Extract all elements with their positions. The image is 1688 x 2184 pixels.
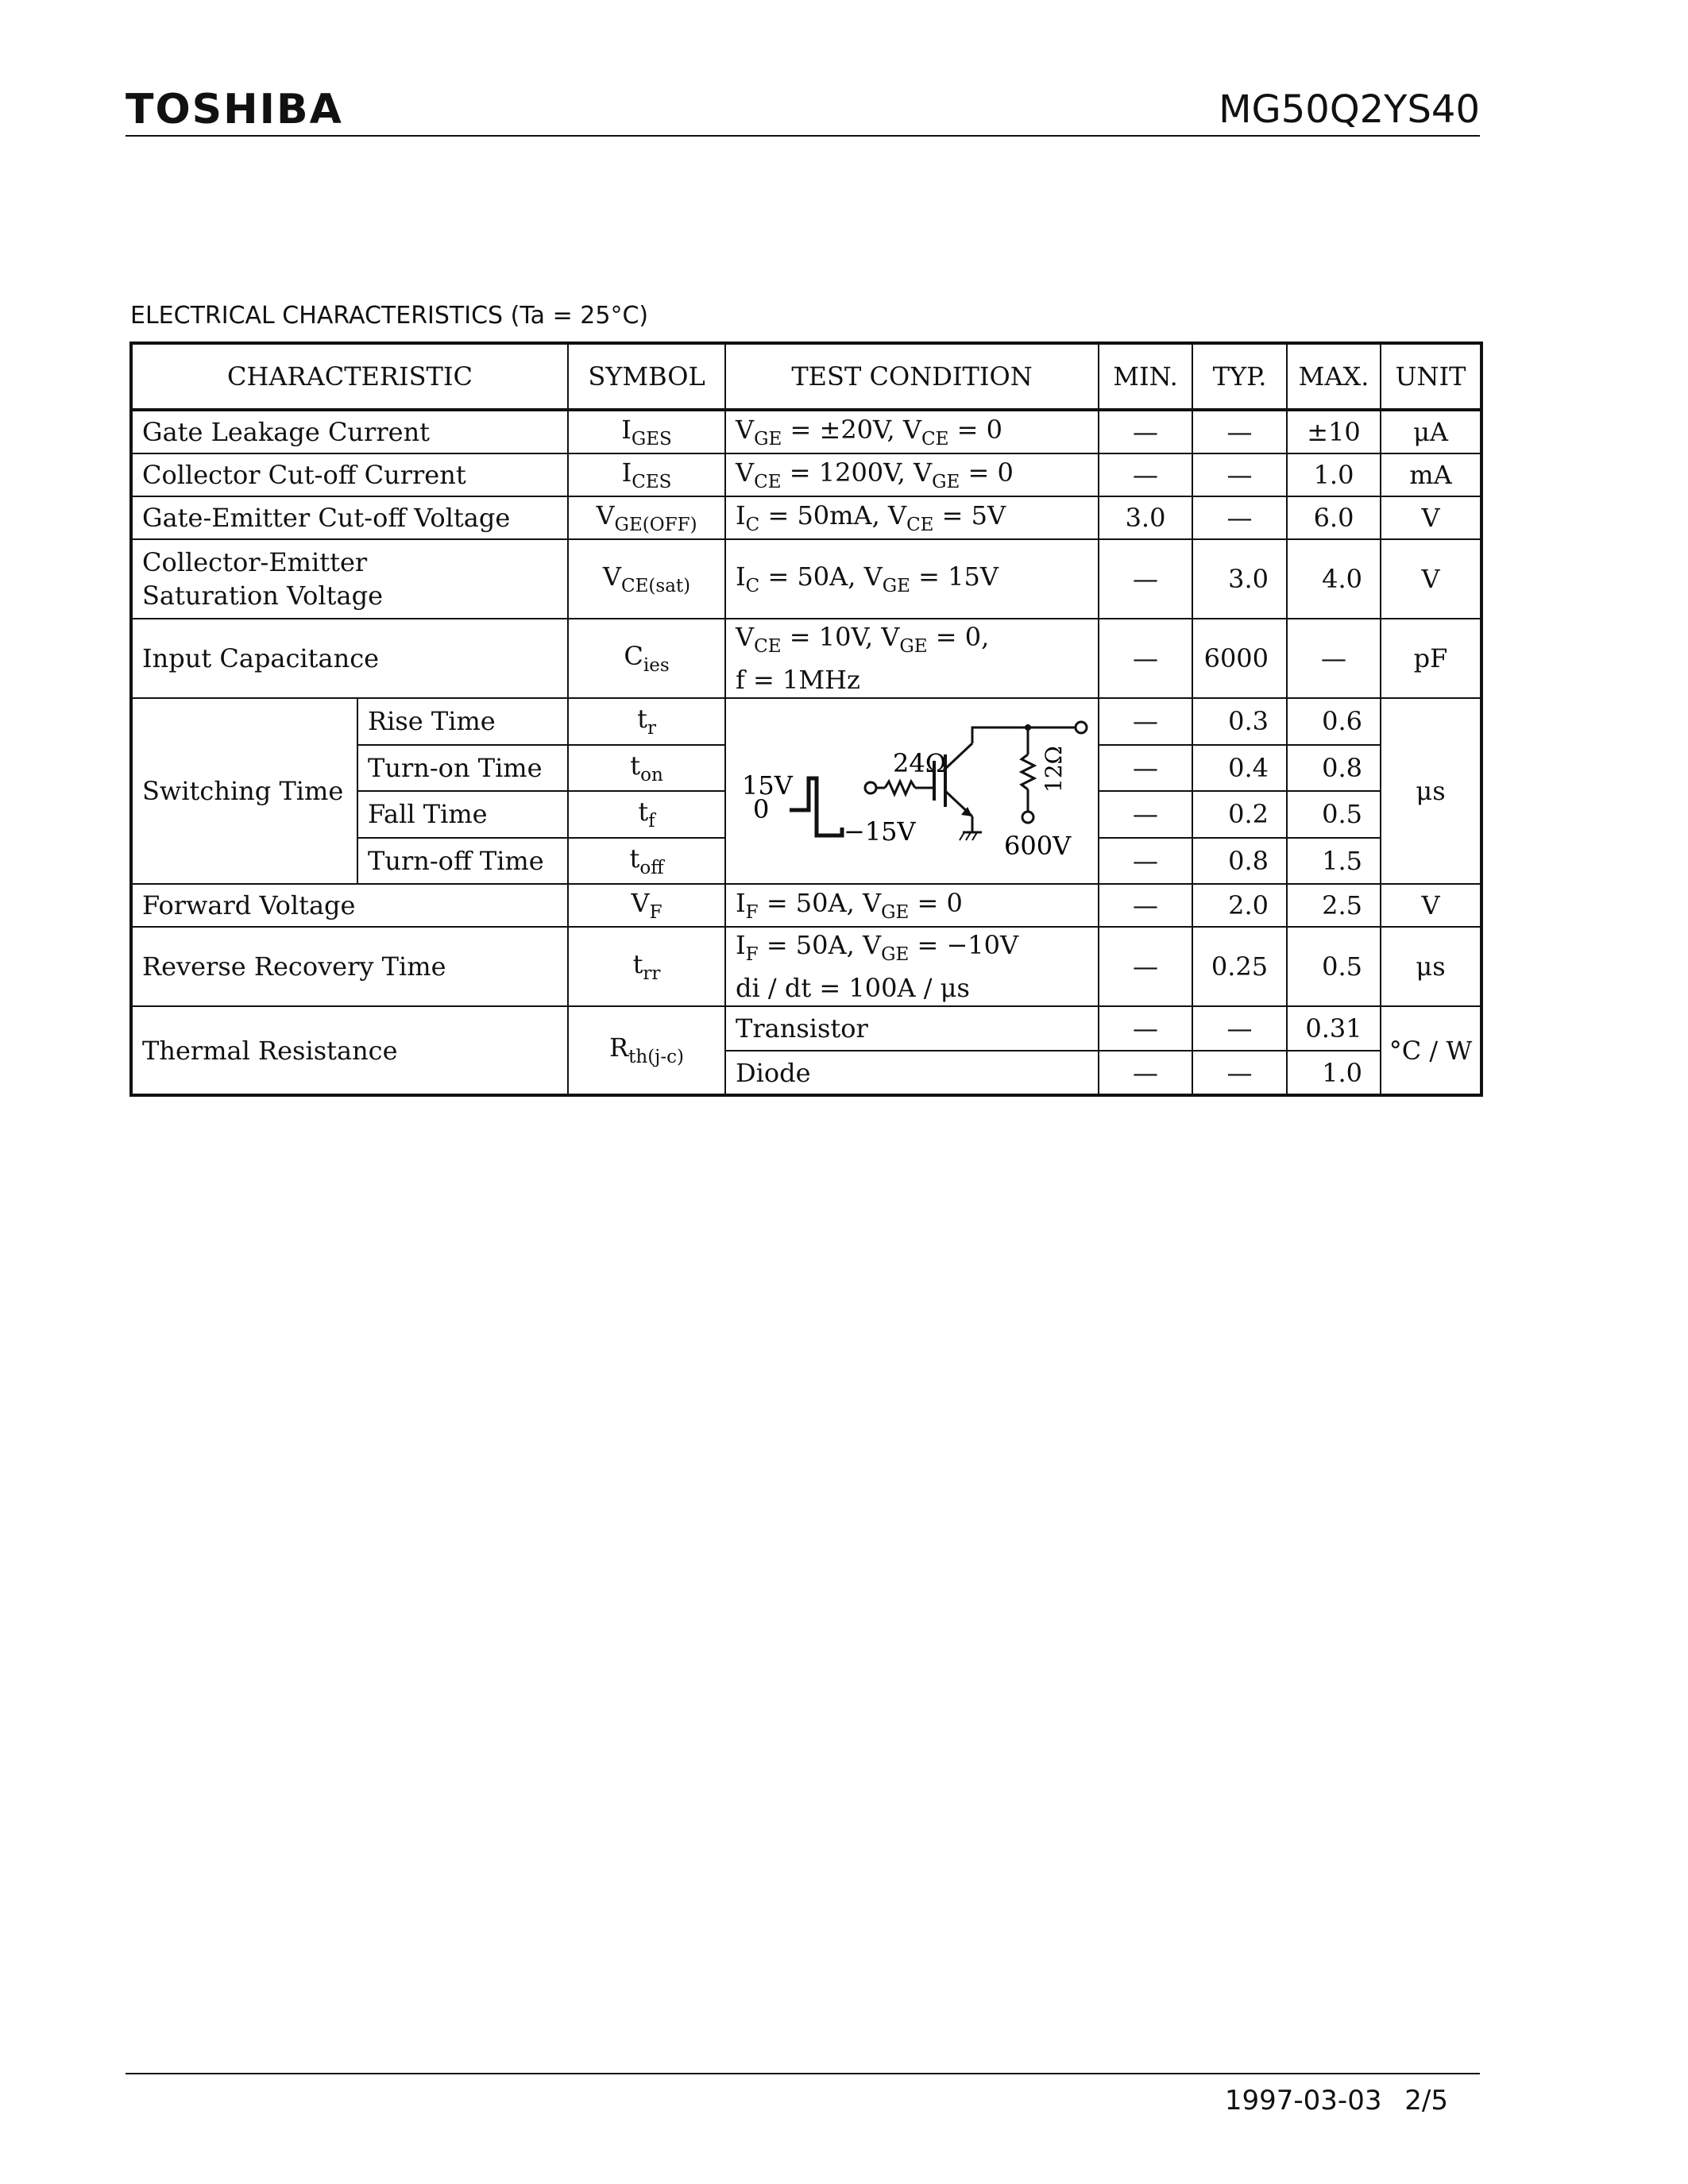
characteristic-cell: Reverse Recovery Time	[131, 927, 568, 1006]
col-unit: UNIT	[1381, 343, 1481, 410]
pulse-low-label: −15V	[844, 816, 916, 847]
sub-characteristic-cell: Turn-off Time	[357, 838, 568, 885]
typ-cell: 0.4	[1192, 745, 1287, 792]
characteristic-cell: Input Capacitance	[131, 619, 568, 698]
gate-pulse-waveform	[790, 778, 842, 835]
gate-resistor-label: 24Ω	[893, 748, 947, 778]
min-cell: —	[1099, 698, 1192, 745]
table-row	[131, 539, 1481, 619]
characteristic-cell: Thermal Resistance	[131, 1006, 568, 1095]
characteristic-cell: Gate-Emitter Cut-off Voltage	[131, 496, 568, 539]
unit-cell: μs	[1381, 927, 1481, 1006]
condition-cell: $I_C = 50A$, $V_{GE} = 15V$	[725, 539, 1099, 619]
max-cell: —	[1287, 619, 1381, 698]
switching-test-circuit-diagram	[726, 699, 1099, 877]
table-row	[131, 1006, 1481, 1051]
max-cell: 1.0	[1287, 1051, 1381, 1095]
symbol-cell: $I_{GES}$	[568, 410, 725, 453]
col-typ: TYP.	[1192, 343, 1287, 410]
sub-characteristic-cell: Turn-on Time	[357, 745, 568, 792]
unit-cell: pF	[1381, 619, 1481, 698]
min-cell: —	[1099, 410, 1192, 453]
switching-test-circuit	[725, 698, 1099, 884]
footer	[1225, 2085, 1448, 2116]
min-cell: —	[1099, 838, 1192, 885]
load-resistor-icon	[1022, 754, 1034, 789]
symbol-cell: $C_{ies}$	[568, 619, 725, 698]
min-cell: —	[1099, 745, 1192, 792]
symbol-cell: $t_{off}$	[568, 838, 725, 885]
max-cell: ±10	[1287, 410, 1381, 453]
table-row	[131, 884, 1481, 927]
unit-cell: V	[1381, 884, 1481, 927]
sub-characteristic-cell: Fall Time	[357, 791, 568, 838]
max-cell: 4.0	[1287, 539, 1381, 619]
max-cell: 0.31	[1287, 1006, 1381, 1051]
max-cell: 0.6	[1287, 698, 1381, 745]
part-number: MG50Q2YS40	[1219, 87, 1480, 132]
typ-cell: —	[1192, 1006, 1287, 1051]
symbol-cell: $V_F$	[568, 884, 725, 927]
typ-cell: 3.0	[1192, 539, 1287, 619]
condition-cell: $V_{GE} = \pm 20V$, $V_{CE} = 0$	[725, 410, 1099, 453]
max-cell: 0.5	[1287, 791, 1381, 838]
gate-terminal-icon	[865, 782, 876, 793]
table-row	[131, 927, 1481, 1006]
typ-cell: 0.3	[1192, 698, 1287, 745]
table-row	[131, 453, 1481, 496]
unit-cell: μA	[1381, 410, 1481, 453]
min-cell: —	[1099, 619, 1192, 698]
typ-cell: 0.2	[1192, 791, 1287, 838]
typ-cell: 0.8	[1192, 838, 1287, 885]
page-number: 2/5	[1404, 2085, 1448, 2116]
max-cell: 2.5	[1287, 884, 1381, 927]
unit-cell: mA	[1381, 453, 1481, 496]
table-row	[131, 619, 1481, 698]
table-row	[131, 496, 1481, 539]
col-symbol: SYMBOL	[568, 343, 725, 410]
min-cell: —	[1099, 1006, 1192, 1051]
condition-cell: Transistor	[725, 1006, 1099, 1051]
load-resistor-label: 12Ω	[1041, 746, 1068, 793]
electrical-characteristics-table	[129, 341, 1483, 1097]
symbol-cell: $t_{on}$	[568, 745, 725, 792]
typ-cell: 2.0	[1192, 884, 1287, 927]
typ-cell: —	[1192, 453, 1287, 496]
condition-cell: $I_F = 50A$, $V_{GE} = -10V$ di / dt = 100A / μs	[725, 927, 1099, 1006]
condition-cell: $V_{CE} = 1200V$, $V_{GE} = 0$	[725, 453, 1099, 496]
typ-cell: —	[1192, 410, 1287, 453]
col-characteristic: CHARACTERISTIC	[131, 343, 568, 410]
condition-cell: Diode	[725, 1051, 1099, 1095]
supply-voltage-label: 600V	[1004, 831, 1072, 861]
condition-cell: $I_F = 50A$, $V_{GE} = 0$	[725, 884, 1099, 927]
min-cell: —	[1099, 884, 1192, 927]
characteristic-cell: Gate Leakage Current	[131, 410, 568, 453]
typ-cell: —	[1192, 1051, 1287, 1095]
typ-cell: 0.25	[1192, 927, 1287, 1006]
pulse-high-label: 15V	[742, 770, 793, 801]
min-cell: —	[1099, 539, 1192, 619]
unit-cell: °C / W	[1381, 1006, 1481, 1095]
max-cell: 6.0	[1287, 496, 1381, 539]
table-header-row	[131, 343, 1481, 410]
symbol-cell: $t_r$	[568, 698, 725, 745]
unit-cell: V	[1381, 539, 1481, 619]
characteristic-cell: Collector Cut-off Current	[131, 453, 568, 496]
pulse-zero-label: 0	[753, 794, 770, 824]
symbol-cell: $V_{CE(sat)}$	[568, 539, 725, 619]
max-cell: 1.0	[1287, 453, 1381, 496]
typ-cell: —	[1192, 496, 1287, 539]
symbol-cell: $t_{rr}$	[568, 927, 725, 1006]
min-cell: 3.0	[1099, 496, 1192, 539]
min-cell: —	[1099, 1051, 1192, 1095]
footer-rule	[126, 2073, 1480, 2074]
collector-wire	[972, 727, 1028, 743]
max-cell: 1.5	[1287, 838, 1381, 885]
symbol-cell: $t_f$	[568, 791, 725, 838]
condition-cell: $V_{CE} = 10V$, $V_{GE} = 0$, f = 1MHz	[725, 619, 1099, 698]
min-cell: —	[1099, 927, 1192, 1006]
supply-terminal-icon	[1022, 812, 1033, 823]
sub-characteristic-cell: Rise Time	[357, 698, 568, 745]
characteristic-cell: Forward Voltage	[131, 884, 568, 927]
min-cell: —	[1099, 453, 1192, 496]
section-title: ELECTRICAL CHARACTERISTICS (Ta = 25°C)	[130, 302, 649, 330]
unit-cell: μs	[1381, 698, 1481, 884]
toshiba-logo: TOSHIBA	[126, 86, 343, 133]
max-cell: 0.5	[1287, 927, 1381, 1006]
symbol-cell: $V_{GE(OFF)}$	[568, 496, 725, 539]
max-cell: 0.8	[1287, 745, 1381, 792]
symbol-cell: $I_{CES}$	[568, 453, 725, 496]
switching-time-label: Switching Time	[131, 698, 357, 884]
table-row	[131, 698, 1481, 745]
output-terminal-icon	[1076, 722, 1087, 733]
col-min: MIN.	[1099, 343, 1192, 410]
characteristic-cell: Collector-Emitter Saturation Voltage	[131, 539, 568, 619]
symbol-cell: $R_{th(j-c)}$	[568, 1006, 725, 1095]
revision-date: 1997-03-03	[1224, 2085, 1382, 2116]
col-max: MAX.	[1287, 343, 1381, 410]
min-cell: —	[1099, 791, 1192, 838]
condition-cell: $I_C = 50mA$, $V_{CE} = 5V$	[725, 496, 1099, 539]
header-rule	[126, 135, 1480, 137]
unit-cell: V	[1381, 496, 1481, 539]
typ-cell: 6000	[1192, 619, 1287, 698]
col-test-condition: TEST CONDITION	[725, 343, 1099, 410]
table-row	[131, 410, 1481, 453]
gate-resistor-icon	[885, 781, 915, 794]
